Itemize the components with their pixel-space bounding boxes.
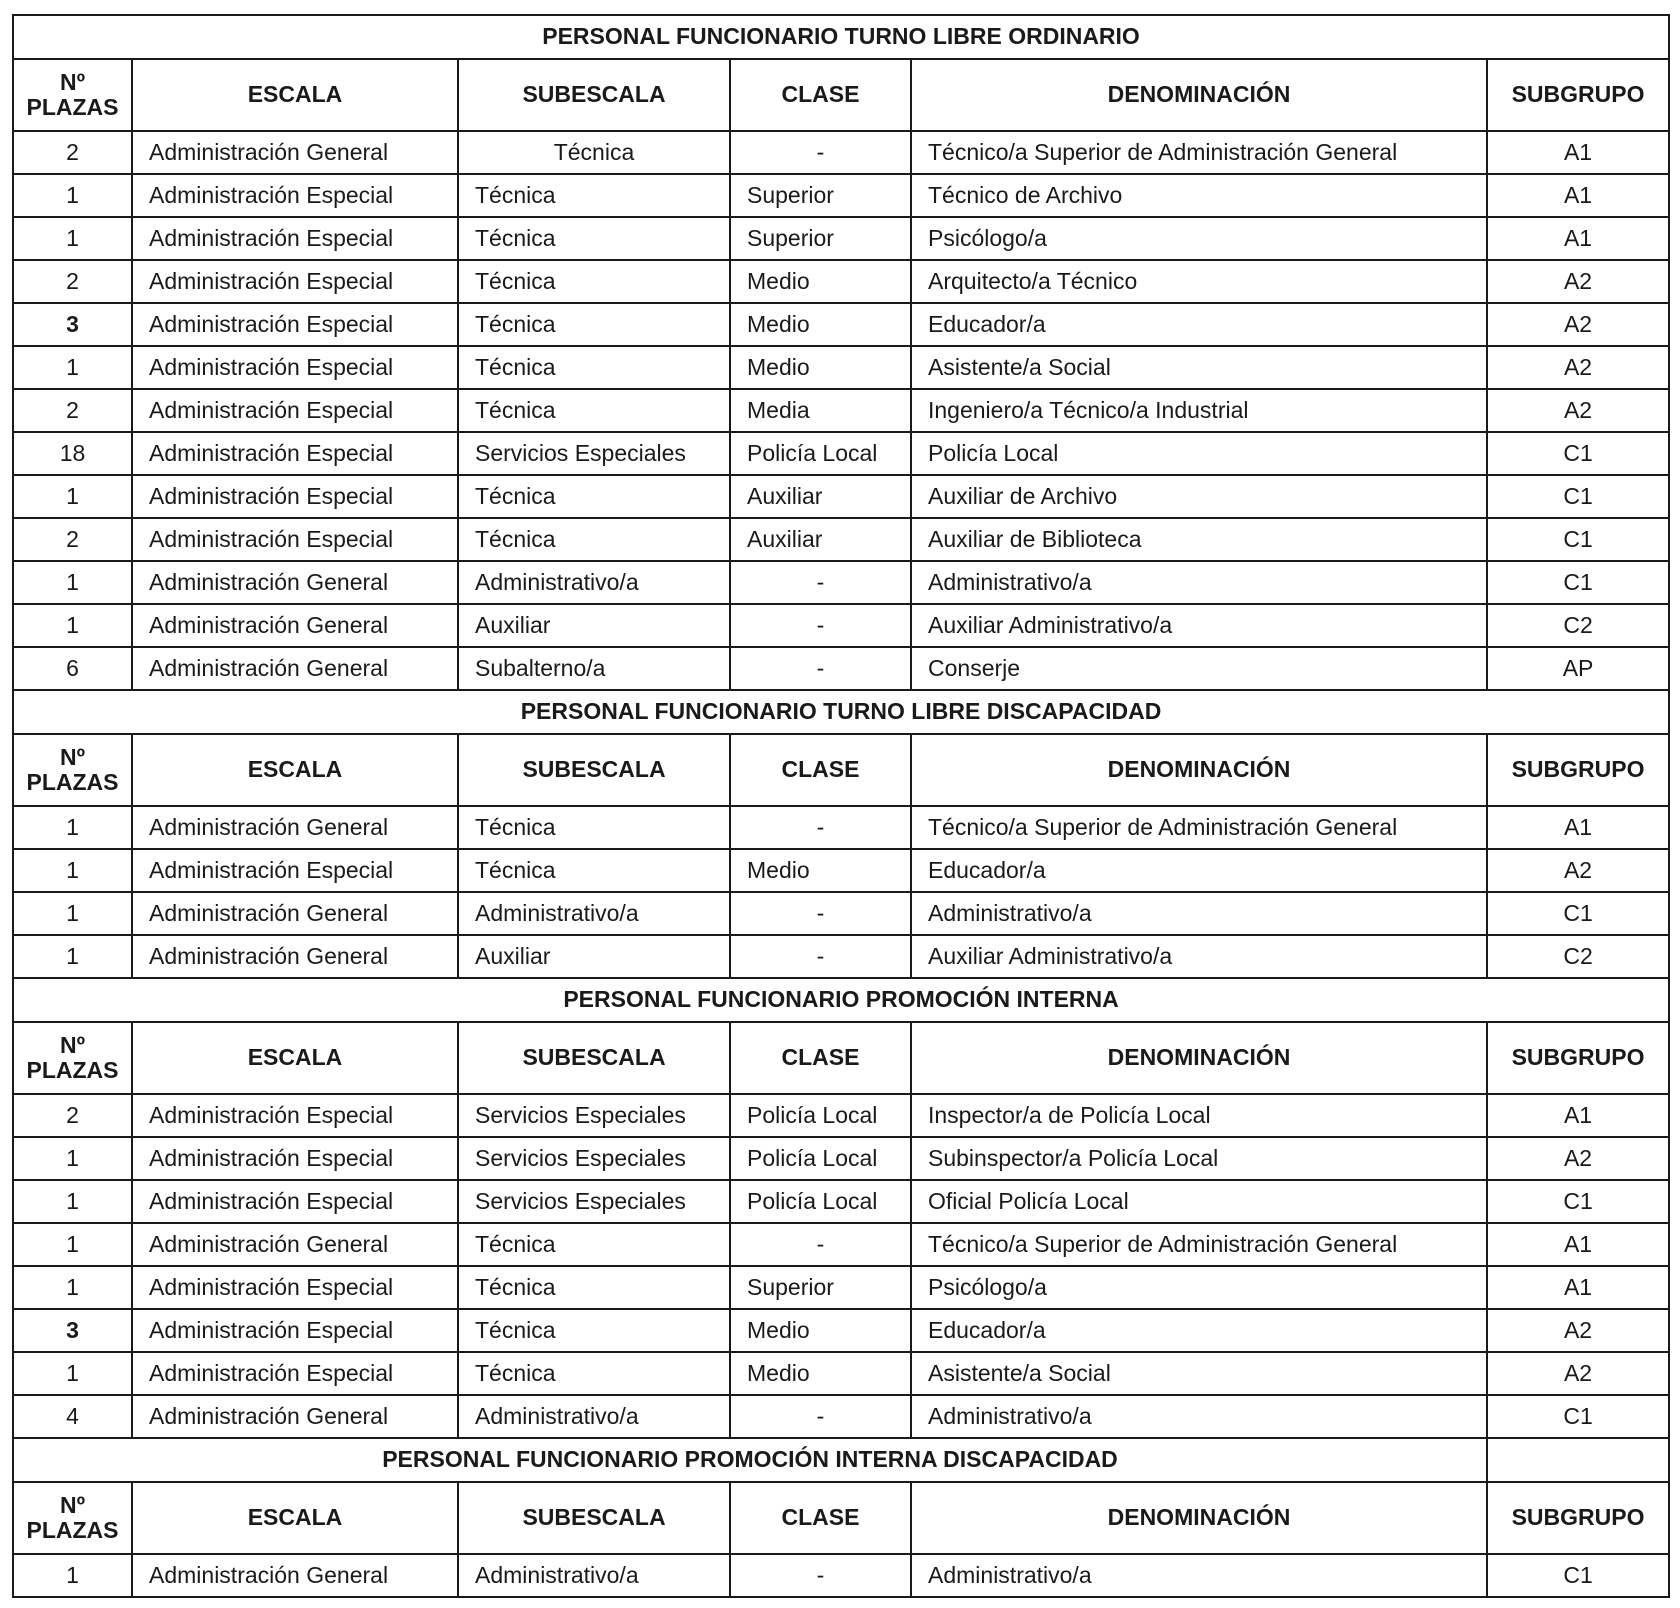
cell-clase: Superior (730, 174, 911, 217)
cell-plazas: 1 (13, 1180, 132, 1223)
table-row (13, 806, 1669, 849)
table-row (13, 260, 1669, 303)
cell-plazas: 1 (13, 217, 132, 260)
cell-plazas: 1 (13, 1137, 132, 1180)
cell-subescala: Técnica (458, 174, 730, 217)
cell-subgrupo: C1 (1487, 432, 1669, 475)
cell-denominacion: Técnico de Archivo (911, 174, 1487, 217)
cell-plazas: 3 (13, 303, 132, 346)
table-row (13, 1137, 1669, 1180)
cell-subgrupo: A1 (1487, 1094, 1669, 1137)
column-header-plazas: Nº PLAZAS (13, 59, 132, 131)
cell-denominacion: Oficial Policía Local (911, 1180, 1487, 1223)
cell-subescala: Servicios Especiales (458, 1137, 730, 1180)
cell-escala: Administración General (132, 604, 458, 647)
cell-denominacion: Asistente/a Social (911, 1352, 1487, 1395)
cell-plazas: 2 (13, 1094, 132, 1137)
cell-clase: Auxiliar (730, 475, 911, 518)
table-row (13, 892, 1669, 935)
cell-plazas: 6 (13, 647, 132, 690)
cell-escala: Administración Especial (132, 1266, 458, 1309)
cell-clase: - (730, 806, 911, 849)
cell-subgrupo: A2 (1487, 303, 1669, 346)
cell-subgrupo: A1 (1487, 174, 1669, 217)
cell-clase: - (730, 561, 911, 604)
cell-escala: Administración General (132, 1554, 458, 1597)
cell-subgrupo: C1 (1487, 561, 1669, 604)
cell-subescala: Administrativo/a (458, 561, 730, 604)
column-header-row (13, 734, 1669, 806)
column-header-denominacion: DENOMINACIÓN (911, 1482, 1487, 1554)
cell-subgrupo: C1 (1487, 518, 1669, 561)
table-row (13, 346, 1669, 389)
cell-subgrupo: C1 (1487, 1180, 1669, 1223)
cell-plazas: 1 (13, 604, 132, 647)
cell-denominacion: Subinspector/a Policía Local (911, 1137, 1487, 1180)
cell-subgrupo: C2 (1487, 604, 1669, 647)
cell-clase: Medio (730, 1352, 911, 1395)
cell-plazas: 1 (13, 935, 132, 978)
cell-denominacion: Administrativo/a (911, 1395, 1487, 1438)
cell-escala: Administración Especial (132, 1180, 458, 1223)
cell-denominacion: Ingeniero/a Técnico/a Industrial (911, 389, 1487, 432)
cell-subescala: Administrativo/a (458, 1554, 730, 1597)
table-row (13, 432, 1669, 475)
cell-subescala: Técnica (458, 1266, 730, 1309)
table-row (13, 303, 1669, 346)
cell-subgrupo: A2 (1487, 849, 1669, 892)
cell-plazas: 1 (13, 1554, 132, 1597)
column-header-subgrupo: SUBGRUPO (1487, 1022, 1669, 1094)
cell-clase: - (730, 131, 911, 174)
cell-subescala: Técnica (458, 1223, 730, 1266)
cell-plazas: 1 (13, 806, 132, 849)
column-header-clase: CLASE (730, 734, 911, 806)
cell-subescala: Técnica (458, 1309, 730, 1352)
plazas-table (12, 14, 1670, 1598)
table-row (13, 1554, 1669, 1597)
column-header-clase: CLASE (730, 1482, 911, 1554)
cell-escala: Administración Especial (132, 1309, 458, 1352)
cell-clase: - (730, 604, 911, 647)
section-title-row (13, 690, 1669, 734)
cell-denominacion: Educador/a (911, 303, 1487, 346)
cell-clase: Media (730, 389, 911, 432)
cell-clase: - (730, 1223, 911, 1266)
cell-subgrupo: A1 (1487, 806, 1669, 849)
cell-escala: Administración General (132, 1223, 458, 1266)
column-header-plazas: Nº PLAZAS (13, 1482, 132, 1554)
cell-escala: Administración Especial (132, 303, 458, 346)
cell-subgrupo: C1 (1487, 1395, 1669, 1438)
section-title: PERSONAL FUNCIONARIO TURNO LIBRE ORDINARIO (13, 15, 1669, 59)
column-header-subescala: SUBESCALA (458, 59, 730, 131)
cell-subgrupo: A2 (1487, 1309, 1669, 1352)
column-header-subgrupo: SUBGRUPO (1487, 59, 1669, 131)
cell-subgrupo: A1 (1487, 1223, 1669, 1266)
section-title: PERSONAL FUNCIONARIO TURNO LIBRE DISCAPACIDAD (13, 690, 1669, 734)
cell-escala: Administración Especial (132, 1094, 458, 1137)
cell-plazas: 2 (13, 389, 132, 432)
column-header-plazas: Nº PLAZAS (13, 1022, 132, 1094)
table-row (13, 1309, 1669, 1352)
cell-clase: Medio (730, 303, 911, 346)
column-header-clase: CLASE (730, 1022, 911, 1094)
cell-subescala: Servicios Especiales (458, 1180, 730, 1223)
column-header-subgrupo: SUBGRUPO (1487, 1482, 1669, 1554)
table-row (13, 1266, 1669, 1309)
cell-plazas: 1 (13, 475, 132, 518)
column-header-escala: ESCALA (132, 734, 458, 806)
cell-denominacion: Policía Local (911, 432, 1487, 475)
table-row (13, 475, 1669, 518)
column-header-denominacion: DENOMINACIÓN (911, 734, 1487, 806)
cell-escala: Administración Especial (132, 518, 458, 561)
cell-escala: Administración General (132, 647, 458, 690)
cell-escala: Administración General (132, 561, 458, 604)
cell-denominacion: Inspector/a de Policía Local (911, 1094, 1487, 1137)
cell-escala: Administración General (132, 1395, 458, 1438)
cell-subescala: Técnica (458, 346, 730, 389)
cell-clase: Superior (730, 217, 911, 260)
cell-clase: Superior (730, 1266, 911, 1309)
cell-escala: Administración Especial (132, 174, 458, 217)
table-row (13, 647, 1669, 690)
cell-subescala: Auxiliar (458, 935, 730, 978)
cell-plazas: 2 (13, 518, 132, 561)
cell-plazas: 1 (13, 561, 132, 604)
cell-denominacion: Administrativo/a (911, 892, 1487, 935)
table-row (13, 935, 1669, 978)
column-header-row (13, 59, 1669, 131)
cell-subescala: Técnica (458, 849, 730, 892)
column-header-subescala: SUBESCALA (458, 734, 730, 806)
section-title-row (13, 978, 1669, 1022)
column-header-escala: ESCALA (132, 59, 458, 131)
cell-denominacion: Arquitecto/a Técnico (911, 260, 1487, 303)
cell-subescala: Técnica (458, 1352, 730, 1395)
cell-plazas: 1 (13, 1266, 132, 1309)
cell-escala: Administración General (132, 892, 458, 935)
cell-escala: Administración Especial (132, 1137, 458, 1180)
cell-clase: Policía Local (730, 1180, 911, 1223)
cell-denominacion: Auxiliar de Biblioteca (911, 518, 1487, 561)
cell-subgrupo: C2 (1487, 935, 1669, 978)
section-title-row (13, 1438, 1669, 1482)
cell-clase: - (730, 935, 911, 978)
cell-denominacion: Asistente/a Social (911, 346, 1487, 389)
cell-subescala: Técnica (458, 131, 730, 174)
table-row (13, 561, 1669, 604)
column-header-subescala: SUBESCALA (458, 1482, 730, 1554)
cell-subescala: Técnica (458, 260, 730, 303)
table-row (13, 1180, 1669, 1223)
cell-subescala: Administrativo/a (458, 892, 730, 935)
column-header-denominacion: DENOMINACIÓN (911, 1022, 1487, 1094)
cell-subgrupo: A1 (1487, 1266, 1669, 1309)
cell-denominacion: Auxiliar Administrativo/a (911, 935, 1487, 978)
cell-escala: Administración Especial (132, 475, 458, 518)
column-header-row (13, 1482, 1669, 1554)
table-row (13, 604, 1669, 647)
cell-subescala: Subalterno/a (458, 647, 730, 690)
cell-subescala: Auxiliar (458, 604, 730, 647)
cell-clase: Medio (730, 1309, 911, 1352)
cell-clase: Policía Local (730, 1137, 911, 1180)
column-header-escala: ESCALA (132, 1022, 458, 1094)
section-title: PERSONAL FUNCIONARIO PROMOCIÓN INTERNA DISCAPACIDAD (13, 1438, 1487, 1482)
column-header-denominacion: DENOMINACIÓN (911, 59, 1487, 131)
cell-subgrupo: A1 (1487, 131, 1669, 174)
cell-subescala: Servicios Especiales (458, 432, 730, 475)
cell-subescala: Técnica (458, 217, 730, 260)
cell-subgrupo: A2 (1487, 346, 1669, 389)
column-header-subgrupo: SUBGRUPO (1487, 734, 1669, 806)
cell-escala: Administración Especial (132, 346, 458, 389)
cell-escala: Administración Especial (132, 260, 458, 303)
cell-plazas: 1 (13, 1352, 132, 1395)
cell-denominacion: Psicólogo/a (911, 1266, 1487, 1309)
cell-clase: - (730, 1395, 911, 1438)
cell-subgrupo: C1 (1487, 892, 1669, 935)
cell-clase: Policía Local (730, 1094, 911, 1137)
table-row (13, 1094, 1669, 1137)
cell-denominacion: Técnico/a Superior de Administración General (911, 131, 1487, 174)
cell-plazas: 1 (13, 849, 132, 892)
cell-escala: Administración General (132, 806, 458, 849)
cell-plazas: 1 (13, 1223, 132, 1266)
cell-denominacion: Administrativo/a (911, 1554, 1487, 1597)
cell-subgrupo: C1 (1487, 1554, 1669, 1597)
cell-plazas: 1 (13, 346, 132, 389)
cell-clase: Medio (730, 346, 911, 389)
cell-subescala: Técnica (458, 303, 730, 346)
cell-clase: Medio (730, 260, 911, 303)
section-title-row (13, 15, 1669, 59)
plazas-document (12, 14, 1668, 1598)
cell-clase: - (730, 647, 911, 690)
column-header-plazas: Nº PLAZAS (13, 734, 132, 806)
table-row (13, 1395, 1669, 1438)
column-header-escala: ESCALA (132, 1482, 458, 1554)
cell-subgrupo: A1 (1487, 217, 1669, 260)
cell-clase: Auxiliar (730, 518, 911, 561)
cell-escala: Administración Especial (132, 389, 458, 432)
cell-plazas: 3 (13, 1309, 132, 1352)
cell-escala: Administración General (132, 935, 458, 978)
cell-denominacion: Conserje (911, 647, 1487, 690)
cell-clase: - (730, 892, 911, 935)
cell-escala: Administración Especial (132, 432, 458, 475)
cell-subescala: Técnica (458, 475, 730, 518)
cell-denominacion: Administrativo/a (911, 561, 1487, 604)
cell-escala: Administración Especial (132, 217, 458, 260)
cell-subescala: Técnica (458, 389, 730, 432)
cell-escala: Administración Especial (132, 1352, 458, 1395)
table-row (13, 174, 1669, 217)
cell-subescala: Técnica (458, 518, 730, 561)
cell-subescala: Técnica (458, 806, 730, 849)
cell-clase: - (730, 1554, 911, 1597)
cell-denominacion: Auxiliar de Archivo (911, 475, 1487, 518)
cell-plazas: 2 (13, 260, 132, 303)
cell-escala: Administración Especial (132, 849, 458, 892)
table-row (13, 389, 1669, 432)
cell-clase: Medio (730, 849, 911, 892)
cell-denominacion: Auxiliar Administrativo/a (911, 604, 1487, 647)
column-header-subescala: SUBESCALA (458, 1022, 730, 1094)
table-body (13, 15, 1669, 1597)
table-row (13, 1352, 1669, 1395)
cell-denominacion: Técnico/a Superior de Administración General (911, 806, 1487, 849)
cell-clase: Policía Local (730, 432, 911, 475)
table-row (13, 518, 1669, 561)
cell-denominacion: Técnico/a Superior de Administración General (911, 1223, 1487, 1266)
cell-subescala: Servicios Especiales (458, 1094, 730, 1137)
cell-subgrupo: A2 (1487, 1137, 1669, 1180)
cell-escala: Administración General (132, 131, 458, 174)
cell-denominacion: Educador/a (911, 849, 1487, 892)
table-row (13, 849, 1669, 892)
cell-plazas: 1 (13, 174, 132, 217)
column-header-clase: CLASE (730, 59, 911, 131)
cell-plazas: 2 (13, 131, 132, 174)
section-title: PERSONAL FUNCIONARIO PROMOCIÓN INTERNA (13, 978, 1669, 1022)
cell-denominacion: Psicólogo/a (911, 217, 1487, 260)
table-row (13, 131, 1669, 174)
table-row (13, 217, 1669, 260)
cell-plazas: 18 (13, 432, 132, 475)
cell-plazas: 1 (13, 892, 132, 935)
cell-subgrupo: A2 (1487, 389, 1669, 432)
cell-plazas: 4 (13, 1395, 132, 1438)
cell-subgrupo: A2 (1487, 1352, 1669, 1395)
cell-subgrupo: A2 (1487, 260, 1669, 303)
cell-denominacion: Educador/a (911, 1309, 1487, 1352)
section-title-empty-cell (1487, 1438, 1669, 1482)
cell-subgrupo: AP (1487, 647, 1669, 690)
cell-subgrupo: C1 (1487, 475, 1669, 518)
cell-subescala: Administrativo/a (458, 1395, 730, 1438)
table-row (13, 1223, 1669, 1266)
column-header-row (13, 1022, 1669, 1094)
